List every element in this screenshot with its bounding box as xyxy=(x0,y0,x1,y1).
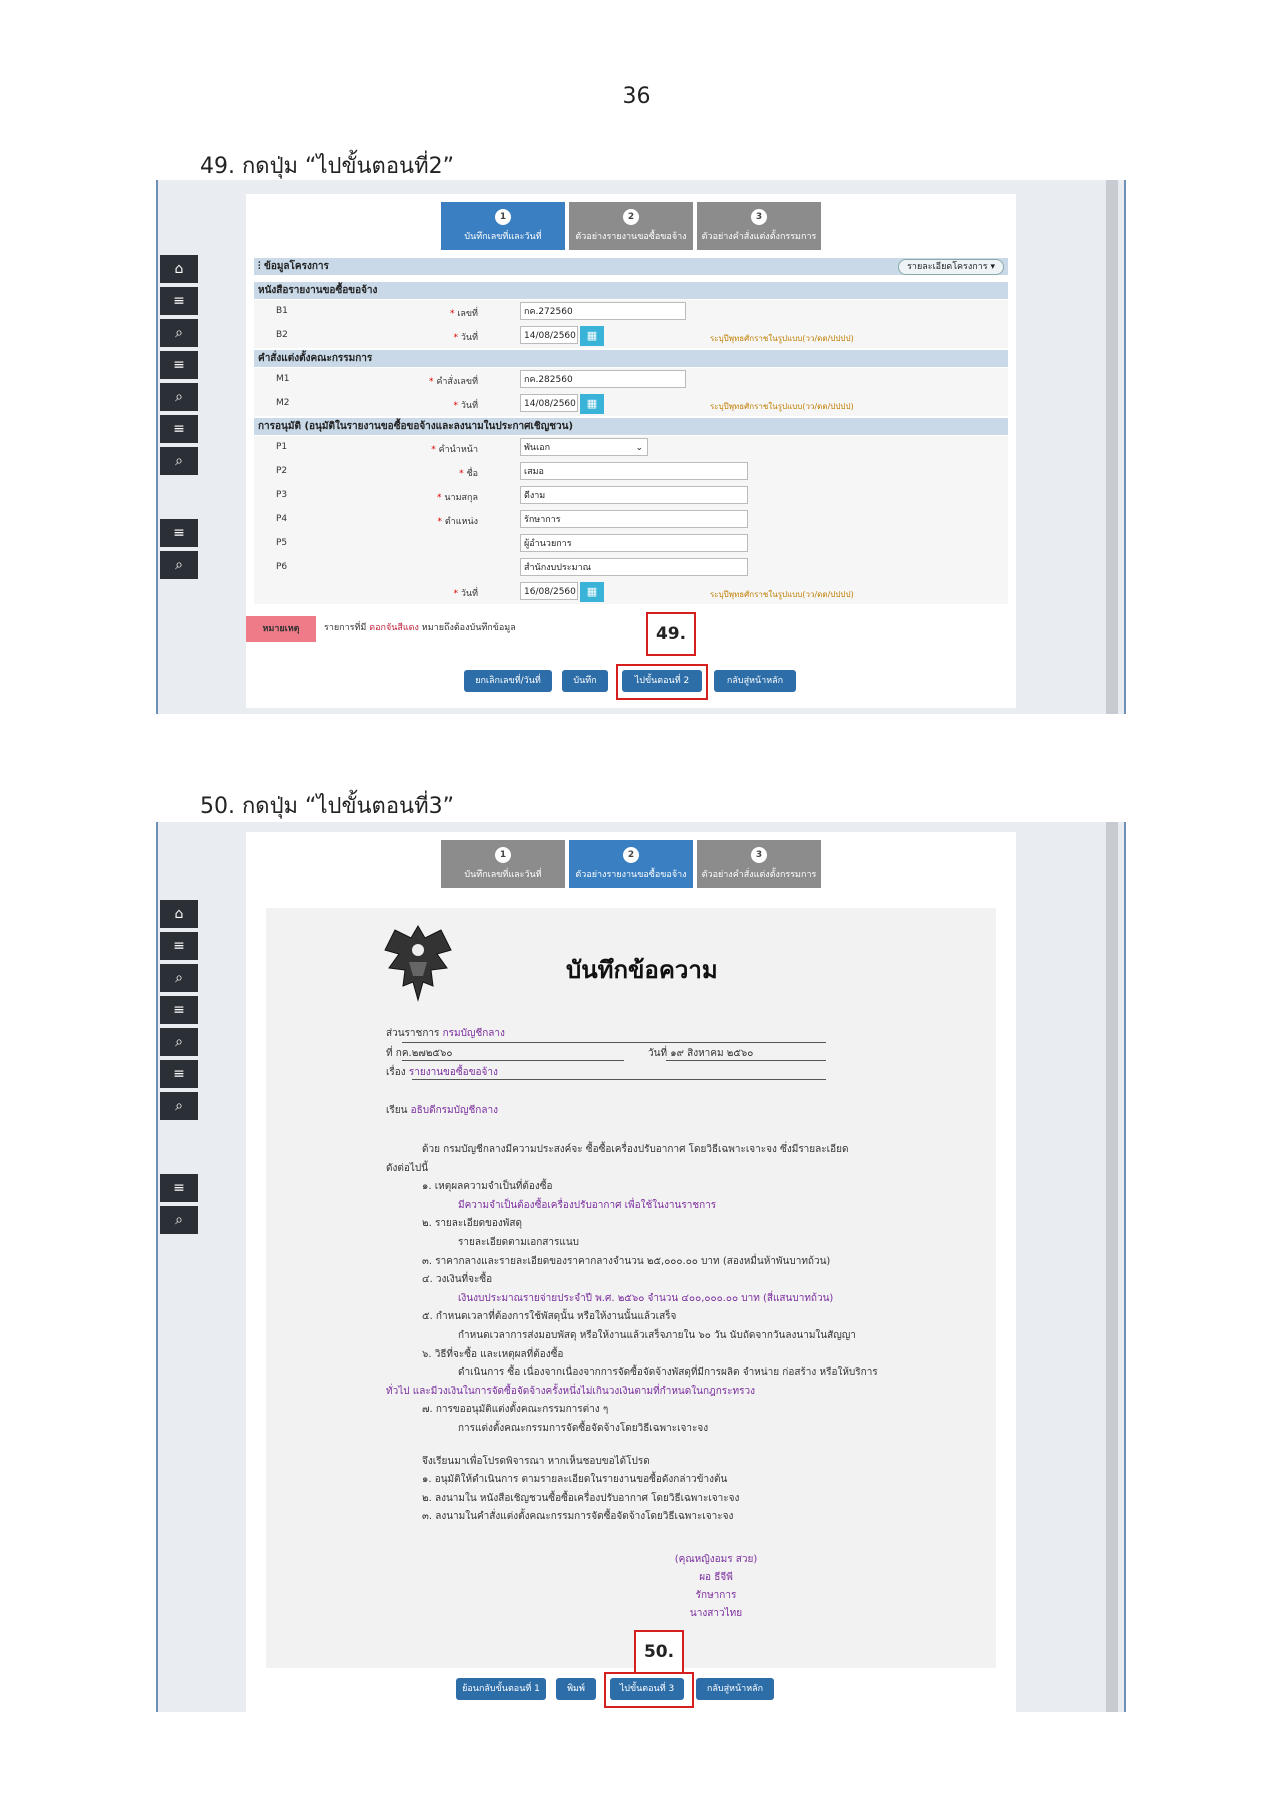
search-icon[interactable]: ⌕ xyxy=(160,1206,198,1234)
sidebar xyxy=(160,900,198,1238)
note-text: รายการที่มี ดอกจันสีแดง หมายถึงต้องบันทึกข้อมูล xyxy=(324,623,516,633)
menu-icon[interactable]: ≡ xyxy=(160,932,198,960)
row-m2: M2 * วันที่ 14/08/2560 ▦ ระบุปีพุทธศักราชในรูปแบบ(วว/ดด/ปปปป) xyxy=(254,392,1008,416)
memo-line: การแต่งตั้งคณะกรรมการจัดซื้อจัดจ้างโดยวิธีเฉพาะเจาะจง xyxy=(458,1423,709,1434)
search-icon[interactable]: ⌕ xyxy=(160,319,198,347)
menu-icon[interactable]: ≡ xyxy=(160,351,198,379)
back-to-home-button[interactable]: กลับสู่หน้าหลัก xyxy=(714,670,796,692)
print-button[interactable]: พิมพ์ xyxy=(556,1678,596,1700)
signature-line: (คุณหญิงอมร สวย) xyxy=(674,1554,758,1565)
memo-line: ๗. การขออนุมัติแต่งตั้งคณะกรรมการต่าง ๆ xyxy=(422,1404,609,1416)
row-p4: P4 * ตำแหน่ง รักษาการ xyxy=(254,508,1008,532)
go-to-step-2-button[interactable]: ไปขั้นตอนที่ 2 xyxy=(622,670,702,692)
scrollbar[interactable] xyxy=(1106,180,1118,714)
menu-icon[interactable]: ≡ xyxy=(160,519,198,547)
search-icon[interactable]: ⌕ xyxy=(160,1092,198,1120)
first-name-input[interactable]: เสมอ xyxy=(520,462,748,480)
cancel-number-date-button[interactable]: ยกเลิกเลขที่/วันที่ xyxy=(464,670,552,692)
memo-line: ๓. ลงนามในคำสั่งแต่งตั้งคณะกรรมการจัดซื้อจัดจ้างโดยวิธีเฉพาะเจาะจง xyxy=(422,1511,734,1523)
memo-line: ๑. เหตุผลความจำเป็นที่ต้องซื้อ xyxy=(422,1181,553,1193)
date-line: วันที่ ๑๙ สิงหาคม ๒๕๖๐ xyxy=(648,1048,754,1059)
sidebar xyxy=(160,255,198,583)
row-b1: B1 * เลขที่ กค.272560 xyxy=(254,300,1008,324)
title-select[interactable]: พันเอก ⌄ xyxy=(520,438,648,456)
menu-icon[interactable]: ≡ xyxy=(160,1174,198,1202)
row-approval-date: * วันที่ 16/08/2560 ▦ ระบุปีพุทธศักราชในรูปแบบ(วว/ดด/ปปปป) xyxy=(254,580,1008,604)
order-date-input[interactable]: 14/08/2560 xyxy=(520,394,578,412)
preview-panel xyxy=(246,832,1016,1712)
tab-step-3[interactable]: 3 ตัวอย่างคำสั่งแต่งตั้งกรรมการ xyxy=(697,202,821,250)
memo-line: เงินงบประมาณรายจ่ายประจำปี พ.ศ. ๒๕๖๐ จำนวน ๔๐๐,๐๐๐.๐๐ บาท (สี่แสนบาทถ้วน) xyxy=(458,1292,834,1304)
row-p3: P3 * นามสกุล ดีงาม xyxy=(254,484,1008,508)
signature-line: นางสาวไทย xyxy=(689,1608,743,1619)
section-approval-header: การอนุมัติ (อนุมัติในรายงานขอซื้อขอจ้างและลงนามในประกาศเชิญชวน) xyxy=(254,418,1008,435)
memo-line: ดังต่อไปนี้ xyxy=(386,1162,429,1174)
step-50-caption: 50. กดปุ่ม “ไปขั้นตอนที่3” xyxy=(200,794,454,819)
order-number-input[interactable]: กค.282560 xyxy=(520,370,686,388)
project-header: ⫶ ข้อมูลโครงการ รายละเอียดโครงการ ▾ xyxy=(254,258,1008,275)
tab-step-1[interactable]: 1 บันทึกเลขที่และวันที่ xyxy=(441,840,565,888)
row-p5: P5 ผู้อำนวยการ xyxy=(254,532,1008,556)
memo-line: จึงเรียนมาเพื่อโปรดพิจารณา หากเห็นชอบขอได้โปรด xyxy=(422,1455,650,1467)
number-line: ที่ กค.๒๗๒๕๖๐ xyxy=(386,1048,453,1059)
annotation-50: 50. xyxy=(634,1630,684,1674)
menu-icon[interactable]: ≡ xyxy=(160,1060,198,1088)
screenshot-step-50 xyxy=(156,822,1126,1712)
row-p1: P1 * คำนำหน้า พันเอก ⌄ xyxy=(254,436,1008,460)
report-date-input[interactable]: 14/08/2560 xyxy=(520,326,578,344)
go-to-step-3-button[interactable]: ไปขั้นตอนที่ 3 xyxy=(610,1678,684,1700)
position-line-2-input[interactable]: ผู้อำนวยการ xyxy=(520,534,748,552)
menu-icon[interactable]: ≡ xyxy=(160,287,198,315)
subject-line: เรื่อง รายงานขอซื้อขอจ้าง xyxy=(386,1067,498,1078)
back-to-step-1-button[interactable]: ย้อนกลับขั้นตอนที่ 1 xyxy=(456,1678,546,1700)
memo-line: ๔. วงเงินที่จะซื้อ xyxy=(422,1274,493,1286)
row-p6: P6 สำนักงบประมาณ xyxy=(254,556,1008,580)
calendar-icon[interactable]: ▦ xyxy=(580,582,604,602)
approval-date-input[interactable]: 16/08/2560 xyxy=(520,582,578,600)
annotation-49: 49. xyxy=(646,612,696,656)
memo-line: รายละเอียดตามเอกสารแนบ xyxy=(458,1237,580,1248)
project-detail-dropdown[interactable]: รายละเอียดโครงการ ▾ xyxy=(898,259,1004,275)
row-p2: P2 * ชื่อ เสมอ xyxy=(254,460,1008,484)
memo-line: ๑. อนุมัติให้ดำเนินการ ตามรายละเอียดในรายงานขอซื้อดังกล่าวข้างต้น xyxy=(422,1474,728,1486)
step-tabs xyxy=(246,202,1016,250)
form-panel xyxy=(246,194,1016,708)
search-icon[interactable]: ⌕ xyxy=(160,964,198,992)
home-icon[interactable]: ⌂ xyxy=(160,900,198,928)
memo-line: ๒. รายละเอียดของพัสดุ xyxy=(422,1218,522,1230)
signature-line: รักษาการ xyxy=(695,1590,737,1601)
save-button[interactable]: บันทึก xyxy=(562,670,608,692)
row-m1: M1 * คำสั่งเลขที่ กค.282560 xyxy=(254,368,1008,392)
memo-line: มีความจำเป็นต้องซื้อเครื่องปรับอากาศ เพื่อใช้ในงานราชการ xyxy=(458,1199,717,1211)
search-icon[interactable]: ⌕ xyxy=(160,447,198,475)
tab-step-2[interactable]: 2 ตัวอย่างรายงานขอซื้อขอจ้าง xyxy=(569,840,693,888)
tab-step-3[interactable]: 3 ตัวอย่างคำสั่งแต่งตั้งกรรมการ xyxy=(697,840,821,888)
search-icon[interactable]: ⌕ xyxy=(160,1028,198,1056)
section-report-header: หนังสือรายงานขอซื้อขอจ้าง xyxy=(254,282,1008,299)
signature-line: ผอ ธีจีพี xyxy=(699,1572,733,1583)
screenshot-step-49 xyxy=(156,180,1126,714)
agency-line: ส่วนราชการ กรมบัญชีกลาง xyxy=(386,1028,505,1039)
memo-line: ทั่วไป และมีวงเงินในการจัดซื้อจัดจ้างครั้งหนึ่งไม่เกินวงเงินตามที่กำหนดในกฎกระทรวง xyxy=(386,1385,755,1397)
step-tabs xyxy=(246,840,1016,888)
memo-line: ๖. วิธีที่จะซื้อ และเหตุผลที่ต้องซื้อ xyxy=(422,1348,564,1360)
report-number-input[interactable]: กค.272560 xyxy=(520,302,686,320)
memo-line: ๕. กำหนดเวลาที่ต้องการใช้พัสดุนั้น หรือให้งานนั้นแล้วเสร็จ xyxy=(422,1311,677,1323)
garuda-emblem-icon xyxy=(381,920,455,1004)
to-line: เรียน อธิบดีกรมบัญชีกลาง xyxy=(386,1105,498,1116)
tab-step-2[interactable]: 2 ตัวอย่างรายงานขอซื้อขอจ้าง xyxy=(569,202,693,250)
menu-icon[interactable]: ≡ xyxy=(160,996,198,1024)
home-icon[interactable]: ⌂ xyxy=(160,255,198,283)
scrollbar[interactable] xyxy=(1106,822,1118,1712)
memo-preview xyxy=(266,908,996,1668)
last-name-input[interactable]: ดีงาม xyxy=(520,486,748,504)
section-order-header: คำสั่งแต่งตั้งคณะกรรมการ xyxy=(254,350,1008,367)
note-label: หมายเหตุ xyxy=(246,616,316,642)
memo-line: ด้วย กรมบัญชีกลางมีความประสงค์จะ ซื้อซื้อเครื่องปรับอากาศ โดยวิธีเฉพาะเจาะจง ซึ่งมีรายละเอียด xyxy=(422,1144,849,1155)
memo-line: ดำเนินการ ซื้อ เนื่องจากเนื่องจากการจัดซื้อจัดจ้างพัสดุที่มีการผลิต จำหน่าย ก่อสร้าง หรือให้บริการ xyxy=(458,1367,878,1379)
step-49-caption: 49. กดปุ่ม “ไปขั้นตอนที่2” xyxy=(200,154,454,179)
page-number: 36 xyxy=(622,84,651,109)
menu-icon[interactable]: ≡ xyxy=(160,415,198,443)
row-b2: B2 * วันที่ 14/08/2560 ▦ ระบุปีพุทธศักราชในรูปแบบ(วว/ดด/ปปปป) xyxy=(254,324,1008,348)
search-icon[interactable]: ⌕ xyxy=(160,383,198,411)
calendar-icon[interactable]: ▦ xyxy=(580,326,604,346)
calendar-icon[interactable]: ▦ xyxy=(580,394,604,414)
memo-line: ๒. ลงนามใน หนังสือเชิญชวนซื้อซื้อเครื่องปรับอากาศ โดยวิธีเฉพาะเจาะจง xyxy=(422,1492,740,1504)
chevron-down-icon: ⌄ xyxy=(635,443,643,453)
back-to-home-button[interactable]: กลับสู่หน้าหลัก xyxy=(696,1678,774,1700)
memo-line: ๓. ราคากลางและรายละเอียดของราคากลางจำนวน ๒๕,๐๐๐.๐๐ บาท (สองหมื่นห้าพันบาทถ้วน) xyxy=(422,1255,831,1267)
search-icon[interactable]: ⌕ xyxy=(160,551,198,579)
memo-line: กำหนดเวลาการส่งมอบพัสดุ หรือให้งานแล้วเสร็จภายใน ๖๐ วัน นับถัดจากวันลงนามในสัญญา xyxy=(458,1330,856,1341)
position-line-3-input[interactable]: สำนักงบประมาณ xyxy=(520,558,748,576)
position-input[interactable]: รักษาการ xyxy=(520,510,748,528)
tab-step-1[interactable]: 1 บันทึกเลขที่และวันที่ xyxy=(441,202,565,250)
sliders-icon: ⫶ xyxy=(258,261,264,272)
memo-title: บันทึกข้อความ xyxy=(566,956,718,984)
